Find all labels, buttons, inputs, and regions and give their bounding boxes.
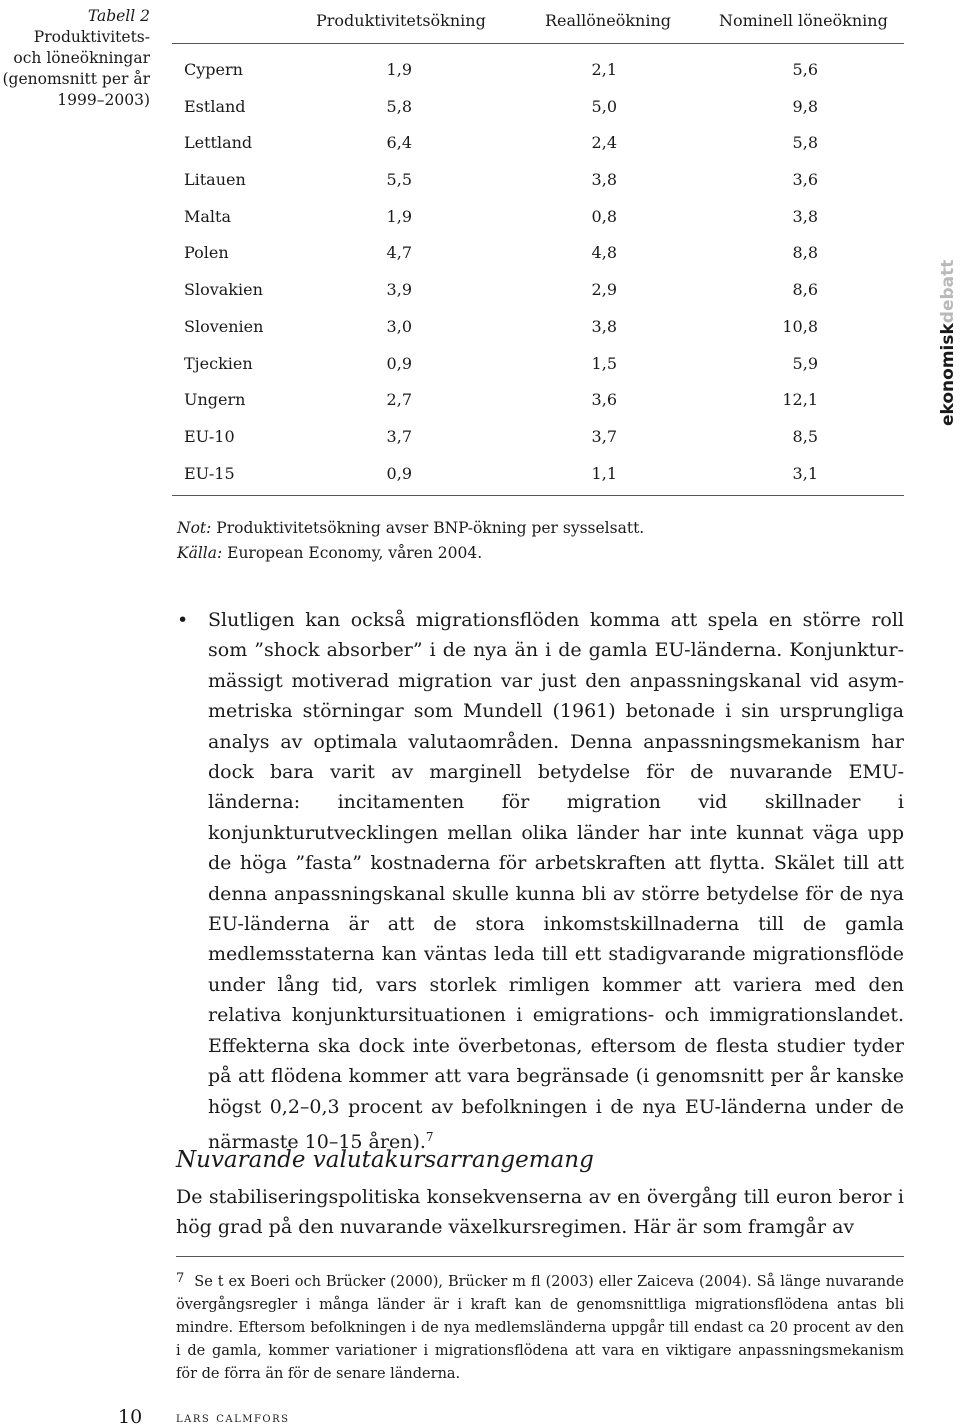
productivity-value: 1,9 <box>386 206 412 226</box>
note-text: Produktivitetsökning avser BNP-ökning per sysselsatt. <box>211 519 645 537</box>
brand-part-2: debatt <box>938 259 958 324</box>
real-wage-value: 3,7 <box>591 426 617 446</box>
bullet-marker: • <box>177 609 189 631</box>
nominal-wage-value: 9,8 <box>792 96 818 116</box>
row-country: Cypern <box>184 60 243 79</box>
row-country: Malta <box>184 206 232 226</box>
footnote-number: 7 <box>176 1271 185 1286</box>
nominal-wage-value: 3,8 <box>792 206 818 226</box>
productivity-value: 3,7 <box>386 426 412 446</box>
row-country: EU-10 <box>184 426 235 446</box>
row-country: Lettland <box>184 133 253 153</box>
table-row <box>172 125 904 162</box>
productivity-value: 0,9 <box>386 353 412 373</box>
productivity-value: 1,9 <box>386 60 412 79</box>
productivity-value: 6,4 <box>386 133 412 153</box>
nominal-wage-value: 10,8 <box>782 316 818 336</box>
table-bottom-rule <box>172 495 904 496</box>
row-country: Estland <box>184 96 246 116</box>
table-note <box>177 516 644 541</box>
source-text: European Economy, våren 2004. <box>222 544 483 562</box>
column-header-productivity: Produktivitetsökning <box>316 11 486 30</box>
section-heading: Nuvarande valutakursarrangemang <box>176 1147 594 1173</box>
row-country: Tjeckien <box>184 353 253 373</box>
table-row <box>172 162 904 199</box>
footnote-text: Se t ex Boeri och Brücker (2000), Brücker m fl (2003) eller Zaiceva (2004). Så länge nuvarande övergångsregler i många länder är i kraft kan de genomsnittliga migrationsflödena antas bli mindre. Eftersom befolkningen i de nya medlemsländerna uppgår till endast ca 20 procent av den i de gamla, kommer variationer i migrationsflödena att vara en viktigare anpassningsmekanism för de förra än för de senare länderna. <box>176 1274 904 1382</box>
table-row <box>172 52 904 89</box>
brand-part-1: ekonomisk <box>938 323 958 426</box>
real-wage-value: 1,5 <box>591 353 617 373</box>
table-row <box>172 419 904 456</box>
real-wage-value: 3,6 <box>591 390 617 410</box>
nominal-wage-value: 5,6 <box>792 60 818 79</box>
table-body <box>172 52 904 492</box>
nominal-wage-value: 8,6 <box>792 280 818 300</box>
nominal-wage-value: 8,5 <box>792 426 818 446</box>
nominal-wage-value: 3,1 <box>792 463 818 483</box>
body-paragraph-text: Slutligen kan också migrationsflöden komma att spela en större roll som ”shock absorber” i de nya än i de gamla EU-länderna. Konjunkturmässigt motiverad migration var just den anpassningskanal vid asymmetriska störningar som Mundell (1961) betonade i sin ursprungliga analys av optimala valutaområden. Denna anpassningsmekanism har dock bara varit av marginell betydelse för de nuvarande EMU-länderna: incitamenten för migration vid skillnader i konjunkturutvecklingen mellan olika länder har inte kunnat väga upp de höga ”fasta” kostnaderna för arbetskraften att flytta. Skälet till att denna anpassningskanal skulle kunna bli av större betydelse för de nya EU-länderna är att de stora inkomstskillnaderna till de gamla medlemsstaterna kan väntas leda till ett stadigvarande migrationsflöde under lång tid, vars storlek rimligen kommer att variera med den relativa konjunktursituationen i emigrations- och immigrationslandet. Effekterna ska dock inte överbetonas, eftersom de flesta studier tyder på att flödena kommer att vara begränsade (i genomsnitt per år kanske högst 0,2–0,3 procent av befolkningen i de nya EU-länderna under de närmaste 10–15 åren). <box>208 609 904 1153</box>
table-row <box>172 235 904 272</box>
real-wage-value: 2,1 <box>591 60 617 79</box>
column-header-real-wage: Reallöneökning <box>545 11 671 30</box>
table-row <box>172 309 904 346</box>
real-wage-value: 3,8 <box>591 170 617 190</box>
real-wage-value: 5,0 <box>591 96 617 116</box>
productivity-value: 5,8 <box>386 96 412 116</box>
real-wage-value: 2,4 <box>591 133 617 153</box>
note-label: Not: <box>177 519 212 537</box>
table-row <box>172 272 904 309</box>
table-caption-label: Tabell 2 <box>87 7 150 25</box>
nominal-wage-value: 8,8 <box>792 243 818 263</box>
journal-brand <box>920 256 960 426</box>
productivity-value: 0,9 <box>386 463 412 483</box>
table-caption <box>0 6 150 111</box>
productivity-value: 2,7 <box>386 390 412 410</box>
productivity-value: 5,5 <box>386 170 412 190</box>
real-wage-value: 4,8 <box>591 243 617 263</box>
table-row <box>172 456 904 493</box>
productivity-value: 4,7 <box>386 243 412 263</box>
row-country: Litauen <box>184 170 246 190</box>
table-row <box>172 382 904 419</box>
row-country: Slovenien <box>184 316 264 336</box>
table-caption-line: Produktivitets- <box>33 28 150 46</box>
row-country: Ungern <box>184 390 246 410</box>
nominal-wage-value: 3,6 <box>792 170 818 190</box>
source-label: Källa: <box>177 544 223 562</box>
table-row <box>172 346 904 383</box>
footnote-rule <box>176 1256 904 1257</box>
table-row <box>172 199 904 236</box>
table-caption-line: (genomsnitt per år <box>2 70 150 88</box>
footnote <box>176 1267 904 1386</box>
table-notes <box>177 516 644 566</box>
row-country: EU-15 <box>184 463 235 483</box>
nominal-wage-value: 5,9 <box>792 353 818 373</box>
footnote-reference[interactable]: 7 <box>425 1129 434 1144</box>
nominal-wage-value: 12,1 <box>782 390 818 410</box>
nominal-wage-value: 5,8 <box>792 133 818 153</box>
page-number: 10 <box>118 1406 143 1428</box>
column-header-nominal-wage: Nominell löneökning <box>719 11 888 30</box>
running-head: lars calmfors <box>176 1410 290 1426</box>
table-caption-line: 1999–2003) <box>57 91 150 109</box>
row-country: Polen <box>184 243 229 263</box>
real-wage-value: 2,9 <box>591 280 617 300</box>
section-paragraph: De stabiliseringspolitiska konsekvenserna av en övergång till euron beror i hög grad på den nuvarande växelkursregimen. Här är som framgår av <box>176 1186 904 1239</box>
row-country: Slovakien <box>184 280 263 300</box>
real-wage-value: 1,1 <box>591 463 617 483</box>
table-top-rule <box>172 43 904 44</box>
table-caption-line: och löneökningar <box>13 49 150 67</box>
real-wage-value: 0,8 <box>591 206 617 226</box>
body-paragraph <box>208 605 904 1157</box>
productivity-value: 3,0 <box>386 316 412 336</box>
real-wage-value: 3,8 <box>591 316 617 336</box>
table-source <box>177 541 644 566</box>
table-row <box>172 89 904 126</box>
productivity-value: 3,9 <box>386 280 412 300</box>
